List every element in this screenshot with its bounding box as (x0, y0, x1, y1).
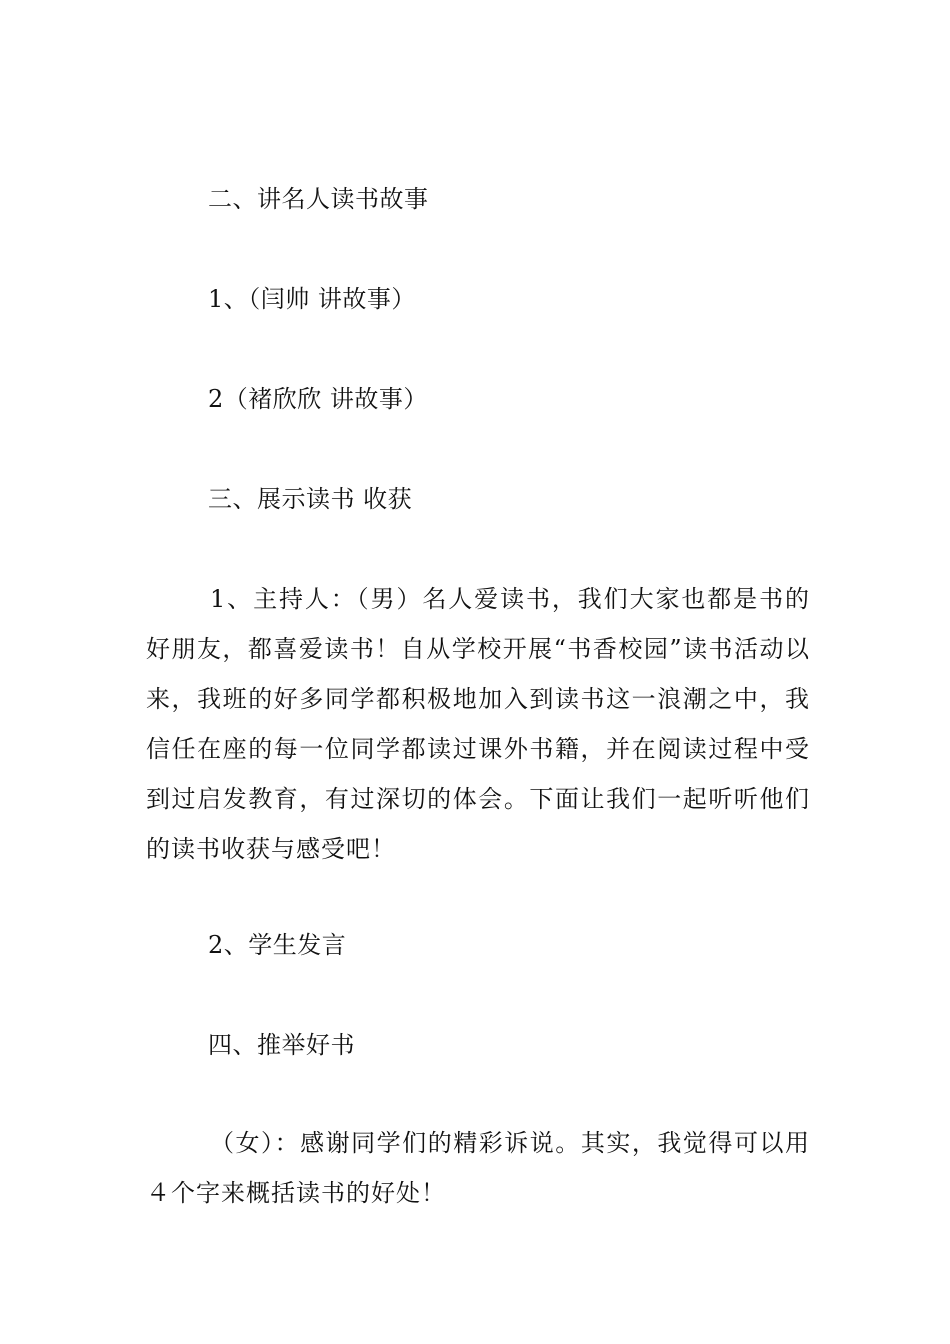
section-2-item-2: 2（褚欣欣 讲故事） (208, 385, 428, 413)
recommend-paragraph: （女）：感谢同学们的精彩诉说。其实，我觉得可以用４个字来概括读书的好处！ (146, 1129, 810, 1207)
host-paragraph: 1、主持人：（男）名人爱读书，我们大家也都是书的好朋友，都喜爱读书！自从学校开展“书香校园”读书活动以来，我班的好多同学都积极地加入到读书这一浪潮之中，我信任在座的每一位同学都读过课外书籍，并在阅读过程中受到过启发教育，有过深切的体会。下面让我们一起听听他们的读书收获与感受吧！ (146, 585, 810, 863)
section-4-heading: 四、推举好书 (208, 1031, 355, 1059)
section-2-item-1: 1、（闫帅 讲故事） (208, 285, 416, 313)
section-3-item-2: 2、学生发言 (208, 931, 347, 959)
section-2-heading: 二、讲名人读书故事 (208, 185, 429, 213)
section-3-heading: 三、展示读书 收获 (208, 485, 413, 513)
